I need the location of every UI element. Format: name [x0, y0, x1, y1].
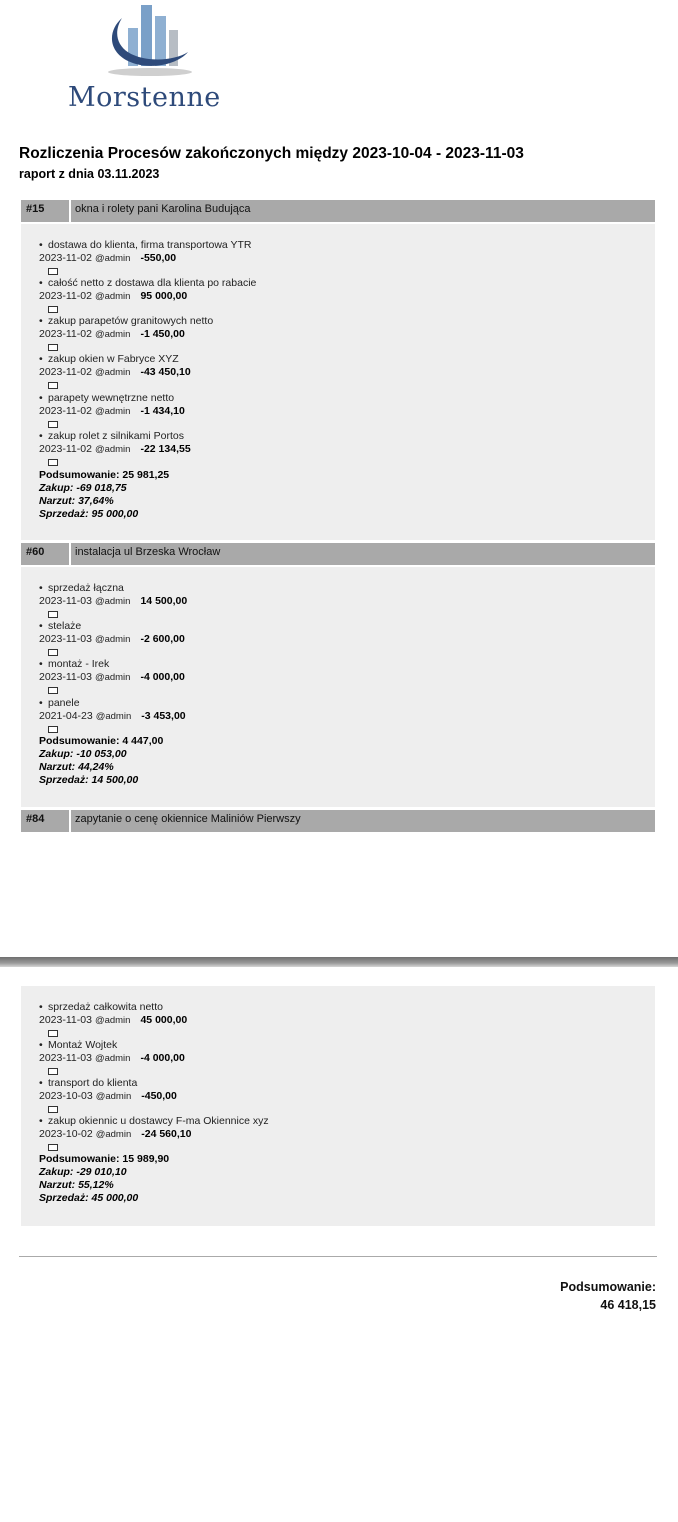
entry-user: @admin [95, 711, 132, 722]
entry-description: całość netto z dostawa dla klienta po rabacie [48, 277, 257, 289]
entry-row: • sprzedaż całkowita netto 2023-11-03 @admin 45 000,00 [39, 1001, 539, 1039]
process-summary [39, 469, 169, 521]
entry-date: 2023-11-03 [39, 671, 92, 683]
entry-date: 2023-11-02 [39, 290, 92, 302]
logo-text: Morstenne [68, 82, 221, 113]
entry-date: 2023-11-02 [39, 252, 92, 264]
comment-box-icon[interactable] [48, 421, 58, 428]
process-name: zapytanie o cenę okiennice Maliniów Pierwszy [75, 813, 301, 825]
summary-sale: Sprzedaż: 14 500,00 [39, 774, 139, 786]
process-name: instalacja ul Brzeska Wrocław [75, 546, 221, 558]
entry-row: • dostawa do klienta, firma transportowa YTR 2023-11-02 @admin -550,00 [39, 239, 539, 277]
report-subtitle: raport z dnia 03.11.2023 [19, 167, 160, 181]
process-body [21, 224, 655, 540]
summary-total: Podsumowanie: 15 989,90 [39, 1153, 170, 1165]
report-title: Rozliczenia Procesów zakończonych między 2023-10-04 - 2023-11-03 [19, 145, 524, 162]
process-number: #15 [21, 200, 71, 222]
entry-date: 2021-04-23 [39, 710, 93, 722]
entry-user: @admin [94, 1015, 131, 1026]
comment-box-icon[interactable] [48, 268, 58, 275]
entry-amount: -22 134,55 [140, 443, 191, 455]
entry-description: stelaże [48, 620, 82, 632]
entry-date: 2023-11-03 [39, 633, 92, 645]
entry-row: • transport do klienta 2023-10-03 @admin -450,00 [39, 1077, 539, 1115]
entry-description: zakup okiennic u dostawcy F-ma Okiennice xyz [48, 1115, 269, 1127]
comment-box-icon[interactable] [48, 726, 58, 733]
entry-description: zakup rolet z silnikami Portos [48, 430, 184, 442]
entry-description: zakup parapetów granitowych netto [48, 315, 214, 327]
entry-amount: -1 434,10 [140, 405, 185, 417]
grand-total-label: Podsumowanie: [560, 1280, 656, 1294]
comment-box-icon[interactable] [48, 306, 58, 313]
entry-amount: -2 600,00 [140, 633, 185, 645]
process-body [21, 567, 655, 807]
entry-row: • panele 2021-04-23 @admin -3 453,00 [39, 697, 539, 735]
footer-divider [19, 1256, 657, 1257]
process-summary [39, 735, 163, 787]
comment-box-icon[interactable] [48, 382, 58, 389]
summary-markup: Narzut: 37,64% [39, 495, 114, 507]
summary-total: Podsumowanie: 25 981,25 [39, 469, 170, 481]
process-header [21, 200, 655, 222]
page-break-divider [0, 957, 678, 967]
entry-amount: -550,00 [140, 252, 177, 264]
entry-amount: 45 000,00 [140, 1014, 188, 1026]
process-summary [39, 1153, 169, 1205]
entry-row: • sprzedaż łączna 2023-11-03 @admin 14 500,00 [39, 582, 539, 620]
entry-date: 2023-10-03 [39, 1090, 93, 1102]
comment-box-icon[interactable] [48, 1106, 58, 1113]
entry-date: 2023-11-03 [39, 1052, 92, 1064]
summary-markup: Narzut: 55,12% [39, 1179, 114, 1191]
company-logo [66, 0, 236, 118]
entry-description: montaż - Irek [48, 658, 110, 670]
entry-row: • zakup parapetów granitowych netto 2023-11-02 @admin -1 450,00 [39, 315, 539, 353]
entry-description: transport do klienta [48, 1077, 138, 1089]
entry-row: • stelaże 2023-11-03 @admin -2 600,00 [39, 620, 539, 658]
comment-box-icon[interactable] [48, 611, 58, 618]
entry-date: 2023-11-03 [39, 1014, 92, 1026]
entry-amount: 14 500,00 [140, 595, 188, 607]
entry-row: • montaż - Irek 2023-11-03 @admin -4 000,00 [39, 658, 539, 696]
comment-box-icon[interactable] [48, 1144, 58, 1151]
process-body [21, 986, 655, 1226]
comment-box-icon[interactable] [48, 1030, 58, 1037]
summary-total: Podsumowanie: 4 447,00 [39, 735, 164, 747]
entry-amount: -3 453,00 [141, 710, 186, 722]
entry-user: @admin [94, 329, 131, 340]
entry-user: @admin [94, 367, 131, 378]
entry-amount: -4 000,00 [140, 1052, 185, 1064]
grand-total-value: 46 418,15 [600, 1298, 656, 1312]
entry-user: @admin [94, 444, 131, 455]
summary-purchase: Zakup: -10 053,00 [39, 748, 127, 760]
entry-date: 2023-11-02 [39, 328, 92, 340]
summary-markup: Narzut: 44,24% [39, 761, 114, 773]
entry-row: • całość netto z dostawa dla klienta po rabacie 2023-11-02 @admin 95 000,00 [39, 277, 539, 315]
summary-purchase: Zakup: -29 010,10 [39, 1166, 127, 1178]
entry-description: Montaż Wojtek [48, 1039, 118, 1051]
entry-user: @admin [94, 253, 131, 264]
entry-user: @admin [94, 672, 131, 683]
summary-sale: Sprzedaż: 45 000,00 [39, 1192, 139, 1204]
entry-user: @admin [94, 291, 131, 302]
entry-row: • zakup okiennic u dostawcy F-ma Okiennice xyz 2023-10-02 @admin -24 560,10 [39, 1115, 539, 1153]
entry-description: sprzedaż całkowita netto [48, 1001, 163, 1013]
process-number: #60 [21, 543, 71, 565]
comment-box-icon[interactable] [48, 1068, 58, 1075]
entry-date: 2023-11-02 [39, 443, 92, 455]
comment-box-icon[interactable] [48, 459, 58, 466]
entry-row: • zakup okien w Fabryce XYZ 2023-11-02 @admin -43 450,10 [39, 353, 539, 391]
entry-amount: -43 450,10 [140, 366, 191, 378]
entry-date: 2023-11-02 [39, 405, 92, 417]
entry-date: 2023-10-02 [39, 1128, 93, 1140]
entry-row: • parapety wewnętrzne netto 2023-11-02 @admin -1 434,10 [39, 392, 539, 430]
comment-box-icon[interactable] [48, 687, 58, 694]
entry-date: 2023-11-02 [39, 366, 92, 378]
entry-date: 2023-11-03 [39, 595, 92, 607]
entry-description: parapety wewnętrzne netto [48, 392, 175, 404]
entry-row: • zakup rolet z silnikami Portos 2023-11-02 @admin -22 134,55 [39, 430, 539, 468]
entry-row: • Montaż Wojtek 2023-11-03 @admin -4 000,00 [39, 1039, 539, 1077]
entry-description: panele [48, 697, 80, 709]
entry-description: zakup okien w Fabryce XYZ [48, 353, 179, 365]
entry-amount: -1 450,00 [140, 328, 185, 340]
entry-amount: 95 000,00 [140, 290, 188, 302]
summary-purchase: Zakup: -69 018,75 [39, 482, 127, 494]
comment-box-icon[interactable] [48, 649, 58, 656]
process-header [21, 810, 655, 832]
process-header [21, 543, 655, 565]
entry-amount: -4 000,00 [140, 671, 185, 683]
summary-sale: Sprzedaż: 95 000,00 [39, 508, 139, 520]
entry-user: @admin [94, 634, 131, 645]
entry-user: @admin [94, 406, 131, 417]
entry-description: dostawa do klienta, firma transportowa YTR [48, 239, 252, 251]
comment-box-icon[interactable] [48, 344, 58, 351]
entry-user: @admin [94, 596, 131, 607]
entry-amount: -450,00 [141, 1090, 177, 1102]
process-number: #84 [21, 810, 71, 832]
entry-user: @admin [94, 1053, 131, 1064]
logo-mark [66, 0, 236, 82]
entry-user: @admin [95, 1091, 132, 1102]
entry-description: sprzedaż łączna [48, 582, 124, 594]
process-name: okna i rolety pani Karolina Budująca [75, 203, 251, 215]
entry-amount: -24 560,10 [141, 1128, 192, 1140]
entry-user: @admin [95, 1129, 132, 1140]
